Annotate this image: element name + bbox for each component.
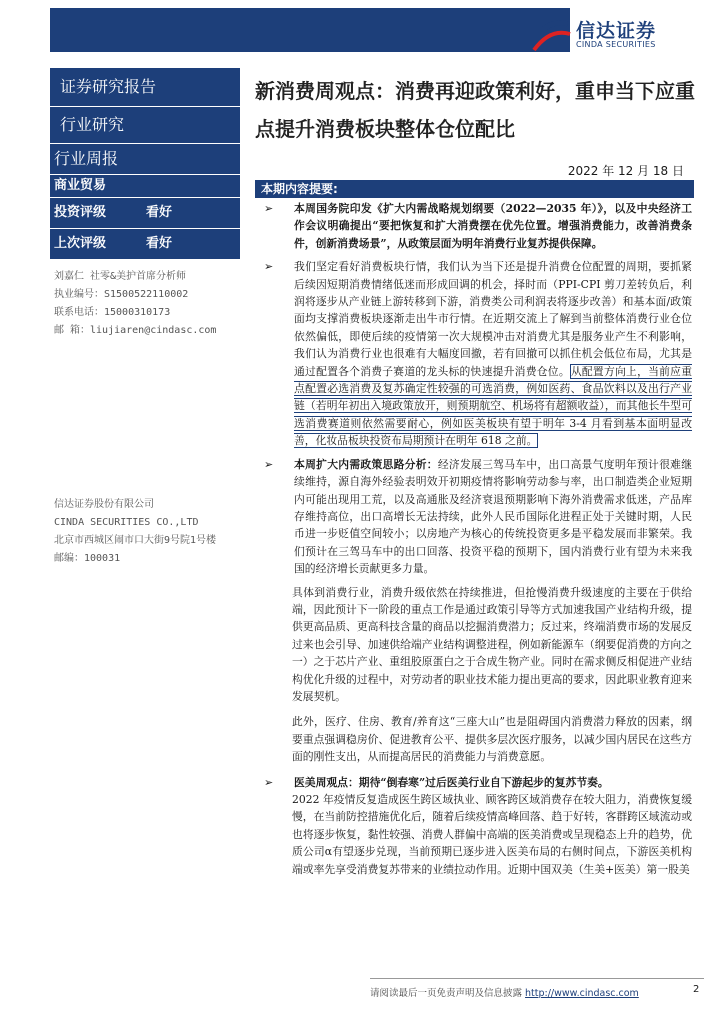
footer-divider [370, 978, 704, 979]
page-number: 2 [693, 984, 700, 995]
industry-name: 商业贸易 [50, 175, 240, 198]
analyst-phone: 联系电话：15000310173 [54, 307, 171, 318]
disclaimer-text: 请阅读最后一页免责声明及信息披露 [370, 988, 526, 999]
report-type: 证券研究报告 [50, 68, 240, 107]
analyst-name: 刘嘉仁 社零&美护首席分析师 [54, 271, 187, 282]
summary-content [262, 200, 692, 886]
view-paragraph [294, 258, 692, 449]
sidebar [50, 68, 240, 973]
company-address: 北京市西城区闹市口大街9号院1号楼 [54, 535, 217, 546]
top-banner [50, 8, 570, 52]
arrow-bullet-icon: ➢ [264, 202, 274, 215]
summary-item [262, 258, 692, 449]
demand-heading: 本周扩大内需政策思路分析： [294, 457, 438, 471]
burden-paragraph: 此外，医疗、住房、教育/养育这“三座大山”也是阻碍国内消费潜力释放的因素，纲要重点强调稳房价、促进教育公平、提供多层次医疗服务，以减少国内居民在这些方面的刚性支出，从而提高居民的消费能力与消费意愿。 [292, 715, 692, 764]
summary-section-bar: 本期内容提要: [255, 180, 694, 198]
prev-rating-row [50, 229, 240, 260]
analyst-license: 执业编号：S1500522110002 [54, 289, 189, 300]
view-text: 我们坚定看好消费板块行情，我们认为当下还是提升消费仓位配置的周期，要抓紧后续因短期消费情绪低迷而形成回调的机会，择时而（PPI-CPI 剪刀差转负后，利润将逐步从产业链上游转移到下游，消费类公司利润表将逐步改善）和基本面/政策面均支撑消费板块逐渐走出牛市行情。在近期交流上了解到当前整体消费行业仓位依然偏低，即使后续的疫情第一次大规模冲击对消费尤其是服务业产生不利影响，我们认为消费行业也很难有大幅度回撤，若有回撤可以抓住机会低位布局，尤其是通过配置各个消费子赛道的龙头标的快速提升消费仓位。 [294, 260, 692, 378]
analyst-email[interactable]: 邮 箱：liujiaren@cindasc.com [54, 325, 217, 336]
rating-value: 看好 [146, 205, 173, 220]
prev-rating-value: 看好 [146, 236, 173, 251]
company-name-cn: 信达证券股份有限公司 [54, 499, 154, 510]
company-postcode: 邮编：100031 [54, 553, 121, 564]
demand-text: 经济发展三驾马车中，出口高景气度明年预计很难继续维持，源自海外经验表明效开初期疫情将影响劳动参与率，出口制造类企业短期内可能出现用工荒，以及高通胀及经济衰退预期影响下海外消费需求低迷，产品库存维持高位，出口高增长无法持续，此外人民币国际化进程正处于关键时期，人民币进一步贬值空间较小；以房地产为核心的传统投资更多是平稳发展而非繁荣。我们预计在三驾马车中的出口回落、投资平稳的预期下，国内消费行业有望为未来我国的经济增长贡献更多力量。 [294, 457, 693, 576]
consumption-paragraph: 具体到消费行业，消费升级依然在持续推进，但抢慢消费升级速度的主要在于供给端，因此预计下一阶段的重点工作是通过政策引导等方式加速我国产业结构升级，提供更高品质、更高科技含量的商品以挖掘消费潜力；反过来，终端消费市场的发展反过来也会引导、加速供给端产业结构调整进程，例如新能源车（纲要促消费的方向之一）之于芯片产业、重组胶原蛋白之于合成生物产业。同时在需求侧反相促进产业结构优化升级的过程中，对劳动者的职业技术能力提出更高的要求，因此职业教育迎来发展契机。 [292, 585, 692, 703]
report-title: 新消费周观点：消费再迎政策利好，重申当下应重点提升消费板块整体仓位配比 [255, 79, 695, 141]
demand-paragraph [294, 456, 692, 578]
website-link[interactable]: http://www.cindasc.com [525, 988, 639, 999]
rating-label: 投资评级 [54, 205, 107, 220]
arrow-bullet-icon: ➢ [264, 775, 274, 789]
summary-item [262, 200, 692, 252]
company-info [54, 496, 216, 568]
sidebar-header [50, 68, 240, 260]
logo-swirl-icon [528, 14, 572, 54]
summary-item [262, 456, 692, 578]
cinda-logo [528, 14, 703, 54]
rating-row [50, 198, 240, 229]
policy-paragraph: 本周国务院印发《扩大内需战略规划纲要（2022—2035 年）》，以及中央经济工作会议明确提出“要把恢复和扩大消费摆在优先位置。增强消费能力，改善消费条件，创新消费场景”，从政策层面为明年消费行业复苏提供保障。 [294, 202, 692, 250]
arrow-bullet-icon: ➢ [264, 260, 274, 274]
report-category: 行业研究 [50, 107, 240, 144]
analyst-info [50, 268, 240, 340]
logo-name-cn: 信达证券 [576, 20, 657, 42]
logo-name-en: CINDA SECURITIES [576, 40, 656, 49]
allocation-text: 从配置方向上，当前应重点配置必选消费及复苏确定性较强的可选消费，例如医药、食品饮料以及出行产业链（若明年初出入境政策放开，则预期航空、机场将有超额收益），而其他长牛型可选消费赛道则依然需要耐心，例如医美板块有望于明年 3-4 月看到基本面明显改善，化妆品板块投资布局期预计在明年 618 之前。 [294, 364, 692, 448]
report-date: 2022 年 12 月 18 日 [567, 164, 684, 178]
medical-heading: 医美周观点：期待“倒春寒”过后医美行业自下游起步的复苏节奏。 [294, 775, 609, 789]
footer [370, 985, 700, 999]
summary-item [262, 774, 692, 791]
medical-paragraph: 2022 年疫情反复造成医生跨区域执业、顾客跨区域消费存在较大阻力，消费恢复缓慢，在当前防控措施优化后，随着后续疫情高峰回落、趋于好转，客群跨区域流动或也将逐步恢复，黏性较强、消费人群偏中高端的医美消费或呈现稳态上升的趋势，优质公司α有望逐步兑现，当前预期已逐步进入医美布局的右侧时间点，下游医美机构端或率先享受消费复苏带来的业绩拉动作用。近期中国双美（生美+医美）第一股美 [292, 793, 692, 876]
company-name-en: CINDA SECURITIES CO.,LTD [54, 517, 199, 528]
arrow-bullet-icon: ➢ [264, 457, 274, 471]
prev-rating-label: 上次评级 [54, 236, 107, 251]
report-kind: 行业周报 [50, 144, 240, 175]
